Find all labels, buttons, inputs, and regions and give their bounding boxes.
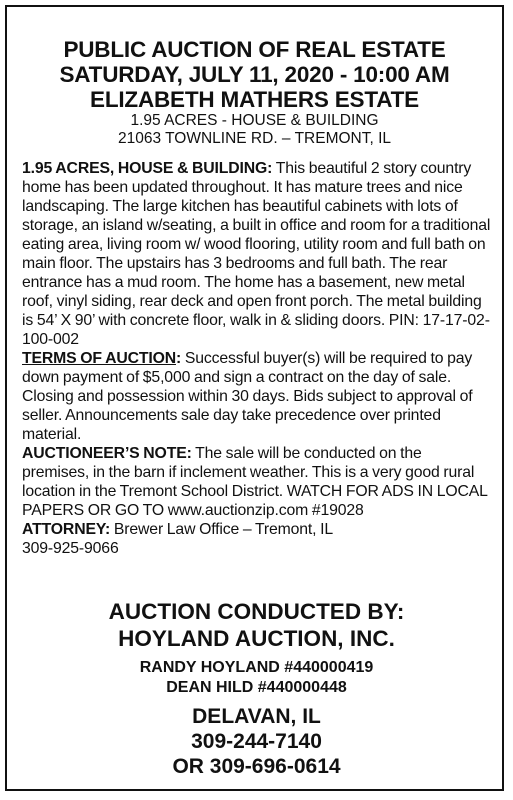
note-label: AUCTIONEER’S NOTE:	[22, 445, 192, 462]
phone-primary: 309-244-7140	[191, 730, 322, 753]
property-address: 21063 TOWNLINE RD. – TREMONT, IL	[117, 130, 392, 147]
attorney-text: Brewer Law Office – Tremont, IL	[113, 521, 333, 538]
note-paragraph	[22, 444, 492, 520]
company-name: HOYLAND AUCTION, INC.	[118, 626, 395, 651]
terms-paragraph: TERMS OF AUCTION: Successful buyer(s) will be required to pay down payment of $5,000 and sign a contract on the day of sale. Closing and possession within 30 days. Bids subject to approval of seller. Announcements sale day take precedence over printed material.	[22, 350, 473, 443]
terms-label: TERMS OF AUCTION	[22, 350, 176, 367]
terms-text: Successful buyer(s) will be required to pay down payment of $5,000 and sign a contract on the day of sale. Closing and possession within 30 days. Bids subject to approval of seller. Announcements sale day take precedence over printed material.	[22, 350, 473, 443]
ad-footer	[7, 598, 506, 779]
attorney-paragraph	[22, 520, 492, 539]
property-summary: 1.95 ACRES - HOUSE & BUILDING	[130, 112, 379, 129]
description-text: This beautiful 2 story country home has been updated throughout. It has mature trees and nice landscaping. The large kitchen has beautiful cabinets with lots of storage, an island w/seating, a built in office and room for a traditional eating area, living room w/ wood flooring, utility room and full bath on main floor. The upstairs has 3 bedrooms and full bath. The rear entrance has a mud room. The home has a basement, new metal roof, vinyl siding, rear deck and open front porch. The metal building is 54’ X 90’ with concrete floor, walk in & sliding doors. PIN: 17-17-02-100-002	[22, 160, 491, 348]
auctioneer-2: DEAN HILD #440000448	[166, 679, 347, 696]
attorney-phone: 309-925-9066	[22, 540, 119, 557]
auction-date: SATURDAY, JULY 11, 2020 - 10:00 AM	[59, 62, 450, 87]
ad-body	[22, 159, 492, 558]
company-city: DELAVAN, IL	[192, 705, 321, 728]
ad-header	[7, 7, 502, 148]
phone-secondary: OR 309-696-0614	[172, 755, 341, 778]
ad-title: PUBLIC AUCTION OF REAL ESTATE	[63, 37, 446, 62]
conducted-by: AUCTION CONDUCTED BY:	[108, 599, 405, 624]
description-paragraph	[22, 159, 492, 349]
attorney-label: ATTORNEY:	[22, 521, 111, 538]
description-label: 1.95 ACRES, HOUSE & BUILDING:	[22, 160, 273, 177]
ad-frame	[5, 5, 504, 791]
note-text: The sale will be conducted on the premises, in the barn if inclement weather. This is a very good rural location in the Tremont School District. WATCH FOR ADS IN LOCAL PAPERS OR GO TO www.auctionzip.com #19028	[22, 445, 488, 519]
estate-name: ELIZABETH MATHERS ESTATE	[90, 87, 419, 112]
auctioneer-1: RANDY HOYLAND #440000419	[139, 659, 374, 676]
